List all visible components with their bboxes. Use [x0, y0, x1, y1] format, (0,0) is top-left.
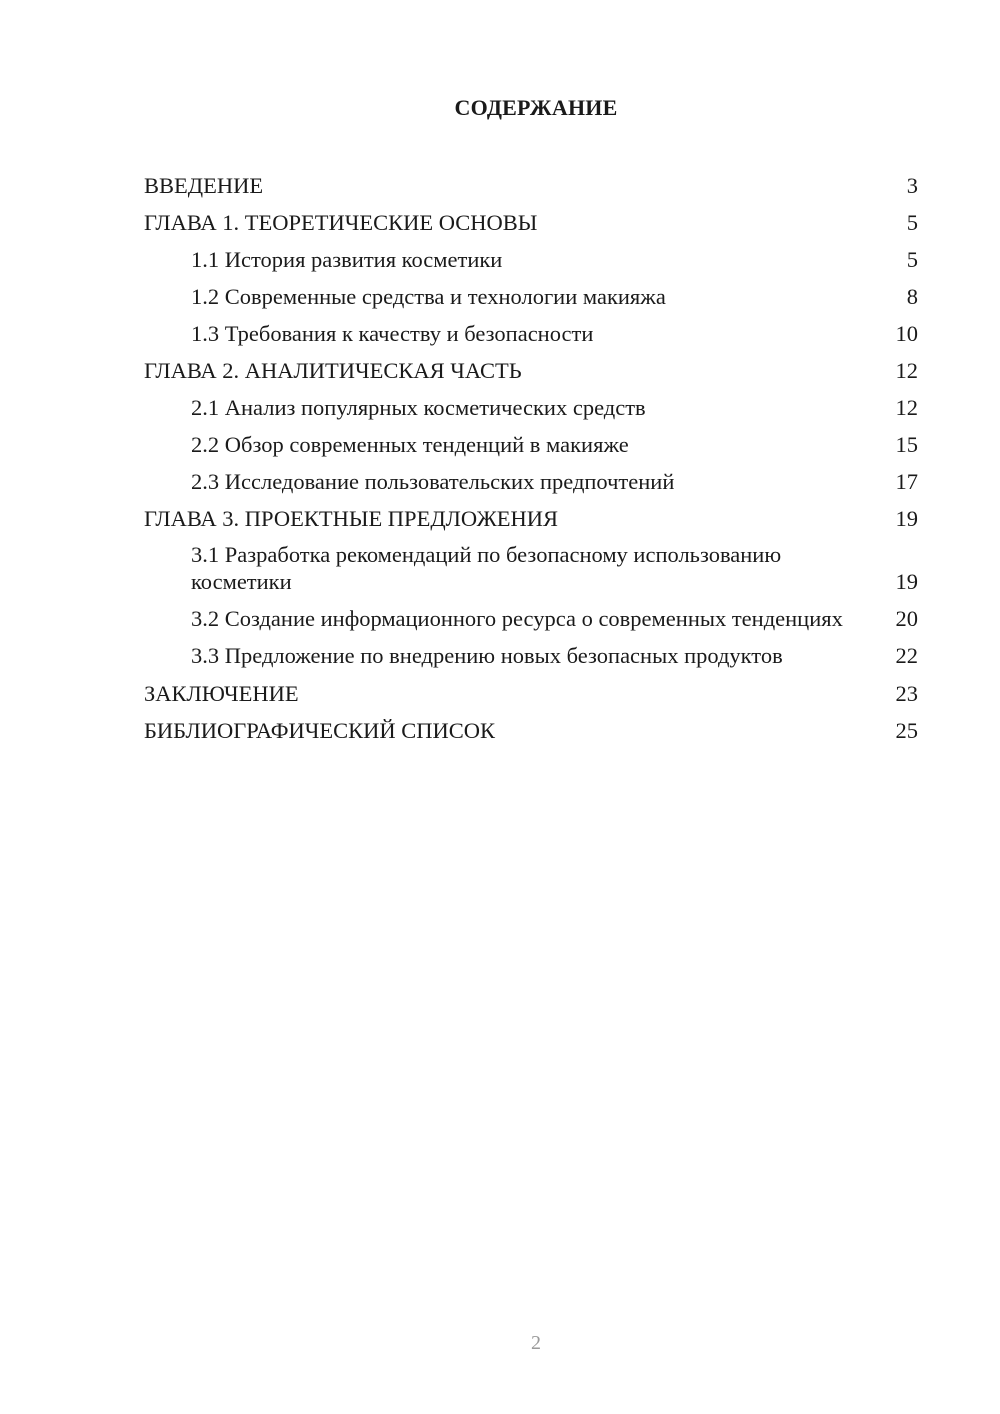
toc-entry-title: 3.2 Создание информационного ресурса о современных тенденциях — [191, 606, 843, 631]
page-number: 2 — [531, 1332, 541, 1354]
toc-entry-title: 2.3 Исследование пользовательских предпочтений — [191, 469, 675, 494]
toc-entry-page: 19 — [895, 569, 918, 594]
toc-entry-page: 12 — [895, 358, 918, 383]
toc-entry-page: 3 — [906, 173, 918, 198]
toc-entry-section-2-2 — [144, 427, 918, 464]
toc-entry-title: 2.1 Анализ популярных косметических средств — [191, 395, 646, 420]
toc-entry-page: 25 — [895, 718, 918, 743]
toc-entry-title: 3.3 Предложение по внедрению новых безопасных продуктов — [191, 643, 783, 668]
toc-entry-conclusion — [144, 676, 918, 713]
toc-entry-page: 12 — [895, 395, 918, 420]
toc-entry-title: 2.2 Обзор современных тенденций в макияже — [191, 432, 629, 457]
toc-entry-page: 17 — [895, 469, 918, 494]
toc-entry-page: 23 — [895, 681, 918, 706]
toc-entry-section-1-1 — [144, 242, 918, 279]
toc-entry-section-2-1 — [144, 390, 918, 427]
toc-entry-page: 15 — [895, 432, 918, 457]
toc-entry-title: ЗАКЛЮЧЕНИЕ — [144, 681, 299, 706]
toc-entry-section-1-3 — [144, 316, 918, 353]
toc-entry-title: 3.1 Разработка рекомендаций по безопасному использованию косметики — [191, 542, 782, 594]
toc-entry-title: ГЛАВА 3. ПРОЕКТНЫЕ ПРЕДЛОЖЕНИЯ — [144, 506, 559, 531]
toc-entry-section-3-2 — [144, 602, 918, 639]
toc-entry-page: 10 — [895, 321, 918, 346]
table-of-contents — [144, 168, 918, 750]
toc-entry-chapter-2 — [144, 353, 918, 390]
toc-entry-bibliography — [144, 713, 918, 750]
toc-entry-section-2-3 — [144, 464, 918, 501]
toc-entry-page: 19 — [895, 506, 918, 531]
toc-entry-page: 5 — [906, 210, 918, 235]
toc-entry-title: 1.2 Современные средства и технологии макияжа — [191, 284, 666, 309]
toc-entry-section-1-2 — [144, 279, 918, 316]
toc-entry-introduction — [144, 168, 918, 205]
toc-entry-section-3-3 — [144, 639, 918, 676]
toc-entry-title: 1.3 Требования к качеству и безопасности — [191, 321, 594, 346]
toc-entry-title: ГЛАВА 1. ТЕОРЕТИЧЕСКИЕ ОСНОВЫ — [144, 210, 538, 235]
toc-entry-section-3-1 — [144, 538, 918, 602]
toc-heading: СОДЕРЖАНИЕ — [454, 95, 618, 120]
toc-entry-title: ГЛАВА 2. АНАЛИТИЧЕСКАЯ ЧАСТЬ — [144, 358, 522, 383]
toc-entry-chapter-3 — [144, 501, 918, 538]
toc-entry-page: 5 — [906, 247, 918, 272]
toc-entry-page: 20 — [895, 606, 918, 631]
toc-entry-chapter-1 — [144, 205, 918, 242]
toc-entry-title: БИБЛИОГРАФИЧЕСКИЙ СПИСОК — [144, 718, 496, 743]
toc-entry-title: ВВЕДЕНИЕ — [144, 173, 264, 198]
toc-entry-page: 8 — [906, 284, 918, 309]
toc-entry-page: 22 — [895, 643, 918, 668]
toc-entry-title: 1.1 История развития косметики — [191, 247, 503, 272]
